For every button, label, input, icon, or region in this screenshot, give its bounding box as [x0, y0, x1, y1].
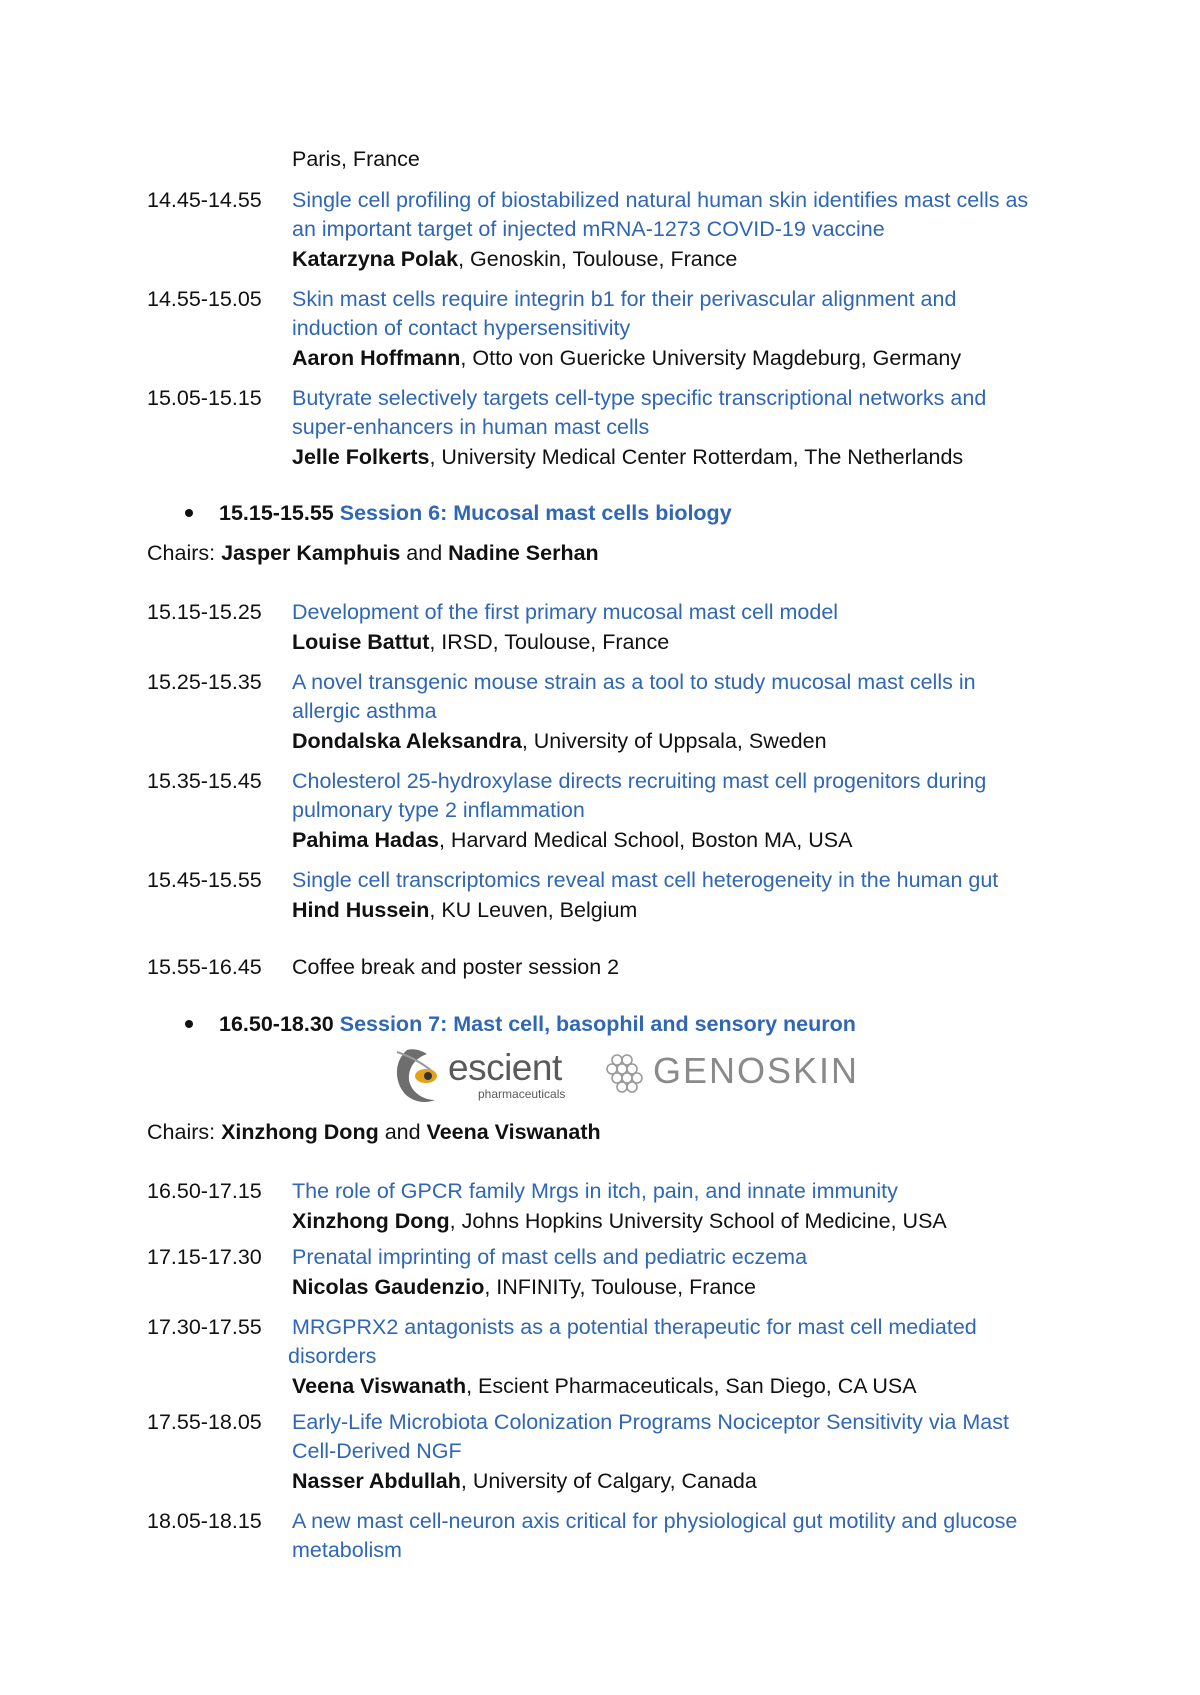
speaker-affiliation: , Harvard Medical School, Boston MA, USA: [438, 828, 853, 852]
speaker-affiliation: , Escient Pharmaceuticals, San Diego, CA USA: [466, 1374, 917, 1398]
bullet-icon: [185, 1020, 193, 1028]
talk-speaker-line: [292, 896, 637, 925]
session-time: 15.15-15.55: [219, 501, 334, 525]
session-title[interactable]: Session 7: Mast cell, basophil and sensory neuron: [339, 1012, 856, 1036]
speaker-affiliation: , University of Calgary, Canada: [460, 1469, 757, 1493]
talk-title-line[interactable]: Cholesterol 25-hydroxylase directs recruiting mast cell progenitors during: [292, 769, 987, 793]
talk-title-line[interactable]: The role of GPCR family Mrgs in itch, pain, and innate immunity: [292, 1179, 898, 1203]
speaker-name: Nicolas Gaudenzio: [292, 1275, 485, 1299]
speaker-name: Xinzhong Dong: [292, 1209, 450, 1233]
talk-speaker-line: [292, 443, 963, 472]
genoskin-wordmark: GENOSKIN: [653, 1050, 860, 1091]
talk-title-line[interactable]: Cell-Derived NGF: [292, 1439, 462, 1463]
escient-logo: [393, 1046, 593, 1106]
speaker-name: Veena Viswanath: [292, 1374, 467, 1398]
session-heading-text: [219, 499, 732, 528]
talk-title-line[interactable]: MRGPRX2 antagonists as a potential therapeutic for mast cell mediated: [292, 1315, 977, 1339]
speaker-name: Katarzyna Polak: [292, 247, 459, 271]
chair-name: Xinzhong Dong: [221, 1120, 379, 1144]
speaker-name: Jelle Folkerts: [292, 445, 430, 469]
talk-time: 14.55-15.05: [147, 287, 262, 311]
talk-title-line[interactable]: A novel transgenic mouse strain as a tool to study mucosal mast cells in: [292, 670, 976, 694]
genoskin-logo: [603, 1048, 860, 1098]
talk-title-line[interactable]: Early-Life Microbiota Colonization Programs Nociceptor Sensitivity via Mast: [292, 1410, 1009, 1434]
chairs-and: and: [400, 541, 449, 565]
chair-name: Veena Viswanath: [426, 1120, 601, 1144]
speaker-affiliation: , INFINITy, Toulouse, France: [484, 1275, 756, 1299]
talk-title-line[interactable]: A new mast cell-neuron axis critical for physiological gut motility and glucose: [292, 1509, 1018, 1533]
talk-time: 17.55-18.05: [147, 1410, 262, 1434]
speaker-affiliation: , Johns Hopkins University School of Medicine, USA: [449, 1209, 947, 1233]
talk-speaker-line: [292, 245, 737, 274]
escient-subtitle: pharmaceuticals: [478, 1087, 566, 1101]
talk-speaker-line: [292, 628, 669, 657]
speaker-name: Dondalska Aleksandra: [292, 729, 522, 753]
talk-title-line[interactable]: Single cell transcriptomics reveal mast cell heterogeneity in the human gut: [292, 868, 999, 892]
talk-time: 15.45-15.55: [147, 868, 262, 892]
talk-time: 17.30-17.55: [147, 1315, 262, 1339]
talk-speaker-line: [292, 727, 827, 756]
talk-speaker-line: [292, 1273, 756, 1302]
talk-time: 15.05-15.15: [147, 386, 262, 410]
talk-title-line[interactable]: disorders: [288, 1344, 377, 1368]
break-time: 15.55-16.45: [147, 955, 262, 979]
genoskin-hexagon-icon: [603, 1048, 653, 1098]
talk-title-line[interactable]: Single cell profiling of biostabilized natural human skin identifies mast cells as: [292, 188, 1029, 212]
talk-title-line[interactable]: an important target of injected mRNA-1273 COVID-19 vaccine: [292, 217, 885, 241]
talk-speaker-line: [292, 344, 961, 373]
talk-title-line[interactable]: super-enhancers in human mast cells: [292, 415, 650, 439]
talk-time: 15.25-15.35: [147, 670, 262, 694]
talk-title-line[interactable]: Prenatal imprinting of mast cells and pediatric eczema: [292, 1245, 808, 1269]
session-chairs: [147, 1118, 601, 1147]
talk-time: 18.05-18.15: [147, 1509, 262, 1533]
speaker-affiliation: , University Medical Center Rotterdam, The Netherlands: [429, 445, 964, 469]
escient-wordmark: escient: [448, 1047, 562, 1088]
talk-speaker-line: [292, 1467, 757, 1496]
break-text: Coffee break and poster session 2: [292, 955, 620, 979]
chair-name: Nadine Serhan: [448, 541, 599, 565]
chairs-and: and: [378, 1120, 427, 1144]
speaker-name: Pahima Hadas: [292, 828, 439, 852]
session-heading-text: [219, 1010, 856, 1039]
speaker-affiliation: , Otto von Guericke University Magdeburg, Germany: [460, 346, 962, 370]
talk-title-line[interactable]: Development of the first primary mucosal mast cell model: [292, 600, 839, 624]
chairs-label: Chairs:: [147, 541, 222, 565]
speaker-affiliation: , Genoskin, Toulouse, France: [458, 247, 738, 271]
session-chairs: [147, 539, 599, 568]
affiliation-continuation: Paris, France: [292, 147, 420, 171]
talk-title-line[interactable]: allergic asthma: [292, 699, 437, 723]
talk-title-line[interactable]: Butyrate selectively targets cell-type specific transcriptional networks and: [292, 386, 987, 410]
talk-time: 14.45-14.55: [147, 188, 262, 212]
talk-time: 17.15-17.30: [147, 1245, 262, 1269]
talk-time: 16.50-17.15: [147, 1179, 262, 1203]
talk-speaker-line: [292, 826, 852, 855]
talk-title-line[interactable]: metabolism: [292, 1538, 402, 1562]
talk-speaker-line: [292, 1207, 947, 1236]
speaker-affiliation: , IRSD, Toulouse, France: [429, 630, 670, 654]
talk-title-line[interactable]: pulmonary type 2 inflammation: [292, 798, 585, 822]
session-title[interactable]: Session 6: Mucosal mast cells biology: [339, 501, 732, 525]
talk-time: 15.35-15.45: [147, 769, 262, 793]
chair-name: Jasper Kamphuis: [221, 541, 401, 565]
talk-time: 15.15-15.25: [147, 600, 262, 624]
session-time: 16.50-18.30: [219, 1012, 334, 1036]
speaker-name: Nasser Abdullah: [292, 1469, 461, 1493]
speaker-name: Hind Hussein: [292, 898, 430, 922]
speaker-name: Louise Battut: [292, 630, 430, 654]
speaker-name: Aaron Hoffmann: [292, 346, 461, 370]
talk-speaker-line: [292, 1372, 917, 1401]
bullet-icon: [185, 509, 193, 517]
chairs-label: Chairs:: [147, 1120, 222, 1144]
talk-title-line[interactable]: induction of contact hypersensitivity: [292, 316, 631, 340]
speaker-affiliation: , KU Leuven, Belgium: [429, 898, 638, 922]
talk-title-line[interactable]: Skin mast cells require integrin b1 for their perivascular alignment and: [292, 287, 957, 311]
speaker-affiliation: , University of Uppsala, Sweden: [521, 729, 827, 753]
